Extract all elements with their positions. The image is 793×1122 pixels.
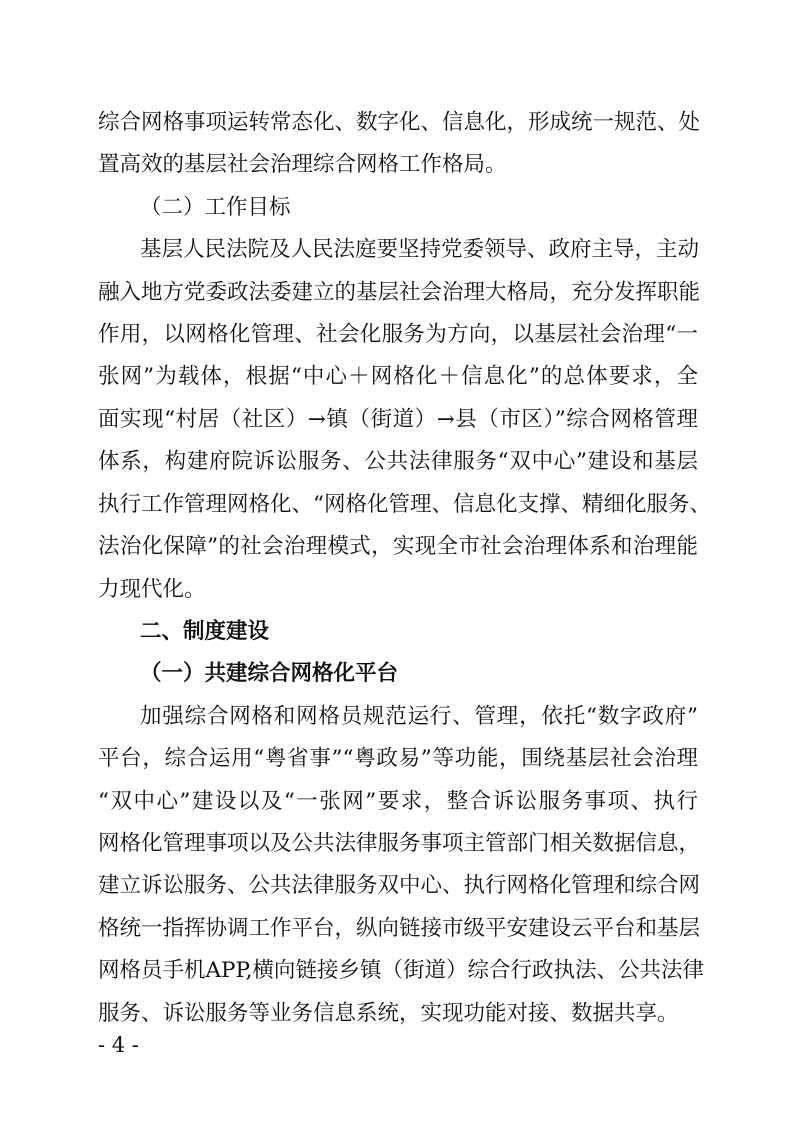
body-text-line: 加强综合网格和网格员规范运行、管理，依托“数字政府”	[140, 704, 698, 729]
section-subheading: （二）工作目标	[140, 195, 291, 220]
body-text-line: 平台，综合运用“粤省事”“粤政易”等功能，围绕基层社会治理	[98, 746, 698, 771]
section-subheading: （一）共建综合网格化平台	[140, 661, 399, 686]
body-text-line: 网格化管理事项以及公共法律服务事项主管部门相关数据信息，	[98, 831, 701, 856]
body-text-line: “双中心”建设以及“一张网”要求，整合诉讼服务事项、执行	[98, 789, 698, 814]
body-text-line: 置高效的基层社会治理综合网格工作格局。	[98, 152, 507, 177]
page-number: - 4 -	[98, 1033, 139, 1057]
body-text-line: 格统一指挥协调工作平台，纵向链接市级平安建设云平台和基层	[98, 916, 701, 941]
body-text-line: 建立诉讼服务、公共法律服务双中心、执行网格化管理和综合网	[98, 873, 701, 898]
body-text-line: 基层人民法院及人民法庭要坚持党委领导、政府主导，主动	[140, 237, 700, 262]
body-text-line: 张网”为载体，根据“中心＋网格化＋信息化”的总体要求，全	[98, 364, 698, 389]
body-text-line: 服务、诉讼服务等业务信息系统，实现功能对接、数据共享。	[98, 1001, 679, 1026]
body-text-line: 体系，构建府院诉讼服务、公共法律服务“双中心”建设和基层	[98, 449, 698, 474]
body-text-line: 网格员手机APP,横向链接乡镇（街道）综合行政执法、公共法律	[98, 958, 704, 983]
body-text-line: 综合网格事项运转常态化、数字化、信息化，形成统一规范、处	[98, 110, 701, 135]
body-text-line: 力现代化。	[98, 577, 206, 602]
body-text-line: 面实现“村居（社区）→镇（街道）→县（市区）”综合网格管理	[98, 407, 698, 432]
body-text-line: 执行工作管理网格化、“网格化管理、信息化支撑、精细化服务、	[98, 492, 711, 517]
body-text-line: 作用，以网格化管理、社会化服务为方向，以基层社会治理“一	[98, 322, 698, 347]
body-text-line: 法治化保障”的社会治理模式，实现全市社会治理体系和治理能	[98, 534, 698, 559]
body-text-line: 融入地方党委政法委建立的基层社会治理大格局，充分发挥职能	[98, 280, 701, 305]
section-heading: 二、制度建设	[140, 619, 270, 644]
